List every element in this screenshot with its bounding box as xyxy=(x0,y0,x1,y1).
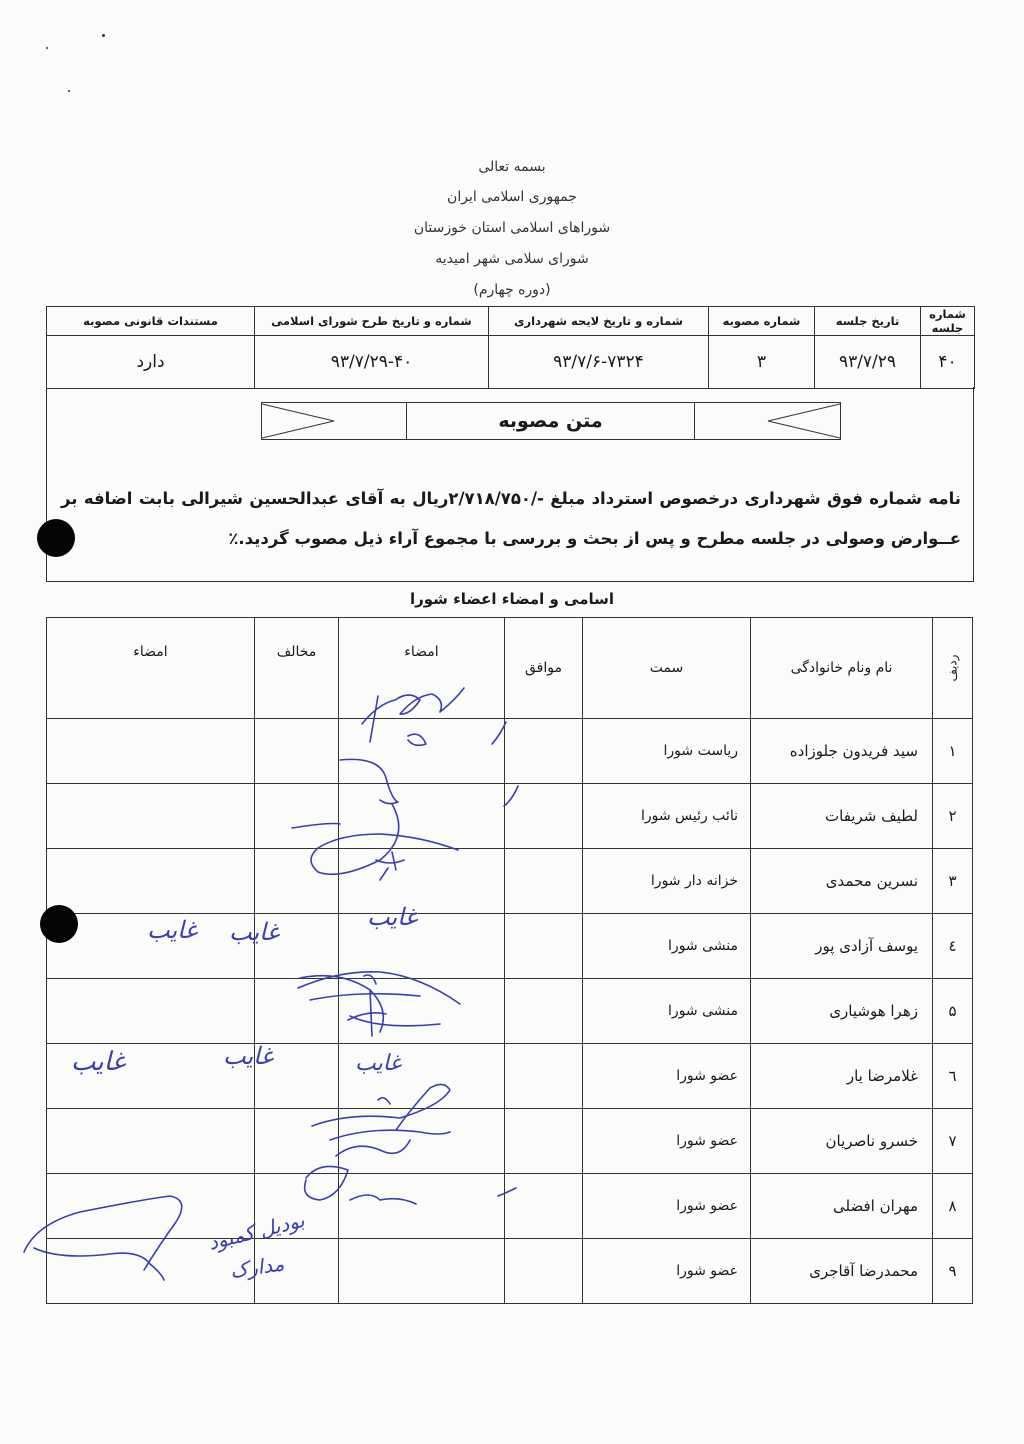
member-name: خسرو ناصریان xyxy=(751,1109,933,1174)
member-signature-cell xyxy=(339,979,505,1044)
heading-line-3: شوراهای اسلامی استان خوزستان xyxy=(413,220,611,236)
member-oppose-cell xyxy=(255,1044,339,1109)
meta-header-resolution-no: شماره مصوبه xyxy=(709,307,815,336)
member-oppose-cell xyxy=(255,1109,339,1174)
member-row-number: ۱ xyxy=(933,719,973,784)
member-position: خزانه دار شورا xyxy=(583,849,751,914)
member-name: زهرا هوشیاری xyxy=(751,979,933,1044)
member-signature-cell xyxy=(339,1239,505,1304)
member-oppose-cell xyxy=(255,1239,339,1304)
member-row-number: ۲ xyxy=(933,784,973,849)
member-signature-2-cell xyxy=(47,1044,255,1109)
meta-header-bill-ref: شماره و تاریخ لایحه شهرداری xyxy=(489,307,709,336)
approval-box xyxy=(46,387,974,582)
member-signature-2-cell xyxy=(47,1239,255,1304)
member-agree-cell xyxy=(505,914,583,979)
meta-session-no: ۴۰ xyxy=(921,336,975,389)
paper-speck xyxy=(102,34,105,37)
absent-note: غایب xyxy=(70,1047,126,1077)
member-row xyxy=(47,1239,973,1304)
member-name: مهران افضلی xyxy=(751,1174,933,1239)
member-oppose-cell xyxy=(255,784,339,849)
member-agree-cell xyxy=(505,784,583,849)
handwritten-note-line-2: مدارک xyxy=(228,1251,286,1283)
absent-note: غایب xyxy=(222,1042,274,1070)
members-header-position: سمت xyxy=(583,618,751,719)
member-signature-2-cell xyxy=(47,1174,255,1239)
member-row-number: ۸ xyxy=(933,1174,973,1239)
member-signature-cell xyxy=(339,719,505,784)
member-oppose-cell xyxy=(255,849,339,914)
heading-line-1: بسمه تعالی xyxy=(478,159,546,175)
member-signature-cell xyxy=(339,1174,505,1239)
banner-right-ribbon-icon xyxy=(695,403,840,439)
member-signature-cell xyxy=(339,784,505,849)
meta-legal-docs: دارد xyxy=(47,336,255,389)
member-row xyxy=(47,1109,973,1174)
member-position: ریاست شورا xyxy=(583,719,751,784)
member-row-number: ۵ xyxy=(933,979,973,1044)
member-signature-2-cell xyxy=(47,719,255,784)
member-signature-cell xyxy=(339,1109,505,1174)
member-signature-2-cell xyxy=(47,1109,255,1174)
member-row-number: ۷ xyxy=(933,1109,973,1174)
member-position: عضو شورا xyxy=(583,1109,751,1174)
member-oppose-cell xyxy=(255,914,339,979)
absent-note: غایب xyxy=(146,916,198,944)
meta-bill-ref: ۹۳/۷/۶-۷۳۲۴ xyxy=(489,336,709,389)
meta-resolution-no: ۳ xyxy=(709,336,815,389)
member-agree-cell xyxy=(505,1109,583,1174)
member-position: منشی شورا xyxy=(583,914,751,979)
members-header-row-no xyxy=(933,618,973,719)
meta-header-session-no: شماره جلسه xyxy=(921,307,975,336)
meta-header-session-date: تاریخ جلسه xyxy=(815,307,921,336)
meta-header-legal-docs: مستندات قانونی مصوبه xyxy=(47,307,255,336)
member-position: منشی شورا xyxy=(583,979,751,1044)
members-header-name: نام ونام خانوادگی xyxy=(751,618,933,719)
member-row xyxy=(47,979,973,1044)
members-header-row-no-text: ردیف xyxy=(945,654,960,682)
member-row xyxy=(47,1174,973,1239)
approval-banner-title: متن مصوبه xyxy=(498,410,603,432)
member-oppose-cell xyxy=(255,1174,339,1239)
paper-speck xyxy=(68,90,70,92)
member-row-number: ٦ xyxy=(933,1044,973,1109)
member-signature-2-cell xyxy=(47,849,255,914)
member-name: لطیف شریفات xyxy=(751,784,933,849)
member-signature-2-cell xyxy=(47,784,255,849)
handwritten-note-line-1: بودیل کمبود xyxy=(205,1207,307,1255)
meta-plan-ref: ۹۳/۷/۲۹-۴۰ xyxy=(255,336,489,389)
meta-session-date: ۹۳/۷/۲۹ xyxy=(815,336,921,389)
member-name: محمدرضا آقاجری xyxy=(751,1239,933,1304)
member-position: نائب رئیس شورا xyxy=(583,784,751,849)
member-name: یوسف آزادی پور xyxy=(751,914,933,979)
heading-line-5: (دوره چهارم) xyxy=(473,282,551,298)
member-row xyxy=(47,914,973,979)
absent-note: غایب xyxy=(366,903,418,931)
member-name: سید فریدون جلوزاده xyxy=(751,719,933,784)
paper-speck xyxy=(46,47,48,49)
approval-banner xyxy=(261,402,841,440)
member-agree-cell xyxy=(505,849,583,914)
approval-text: نامه شماره فوق شهرداری درخصوص استرداد مبلغ -/۲/۷۱۸/۷۵۰ریال به آقای عبدالحسین شیرالی بابت اضافه بر عــوارض وصولی در جلسه مطرح و پس از بحث و بررسی با مجموع آراء ذیل مصوب گردید.٪ xyxy=(61,489,961,548)
absent-note: غایب xyxy=(228,918,280,946)
member-row xyxy=(47,1044,973,1109)
member-agree-cell xyxy=(505,979,583,1044)
heading-line-2: جمهوری اسلامی ایران xyxy=(447,189,577,205)
member-agree-cell xyxy=(505,1044,583,1109)
member-row xyxy=(47,719,973,784)
member-position: عضو شورا xyxy=(583,1174,751,1239)
meta-value-row xyxy=(47,336,975,389)
member-position: عضو شورا xyxy=(583,1044,751,1109)
banner-left-ribbon-icon xyxy=(262,403,406,439)
member-position: عضو شورا xyxy=(583,1239,751,1304)
punch-hole xyxy=(40,905,78,943)
members-header-oppose: مخالف xyxy=(255,618,339,719)
member-oppose-cell xyxy=(255,979,339,1044)
member-agree-cell xyxy=(505,1239,583,1304)
members-header-signature: امضاء xyxy=(339,618,505,719)
members-header-row xyxy=(47,618,973,719)
meta-header-row xyxy=(47,307,975,336)
member-signature-cell xyxy=(339,849,505,914)
member-signature-cell xyxy=(339,1044,505,1109)
punch-hole xyxy=(37,519,75,557)
member-signature-2-cell xyxy=(47,979,255,1044)
member-name: نسرین محمدی xyxy=(751,849,933,914)
members-header-agree: موافق xyxy=(505,618,583,719)
session-meta-table xyxy=(46,306,975,389)
members-header-signature-2: امضاء xyxy=(47,618,255,719)
member-row-number: ۹ xyxy=(933,1239,973,1304)
members-title: اسامی و امضاء اعضاء شورا xyxy=(409,590,615,608)
members-table xyxy=(46,617,973,1304)
member-row-number: ٤ xyxy=(933,914,973,979)
meta-header-plan-ref: شماره و تاریخ طرح شورای اسلامی xyxy=(255,307,489,336)
member-row xyxy=(47,849,973,914)
member-agree-cell xyxy=(505,719,583,784)
member-row xyxy=(47,784,973,849)
absent-note: غایب xyxy=(355,1051,401,1076)
member-agree-cell xyxy=(505,1174,583,1239)
heading-line-4: شورای سلامی شهر امیدیه xyxy=(435,251,589,267)
member-signature-cell xyxy=(339,914,505,979)
member-oppose-cell xyxy=(255,719,339,784)
member-row-number: ۳ xyxy=(933,849,973,914)
member-name: غلامرضا یار xyxy=(751,1044,933,1109)
